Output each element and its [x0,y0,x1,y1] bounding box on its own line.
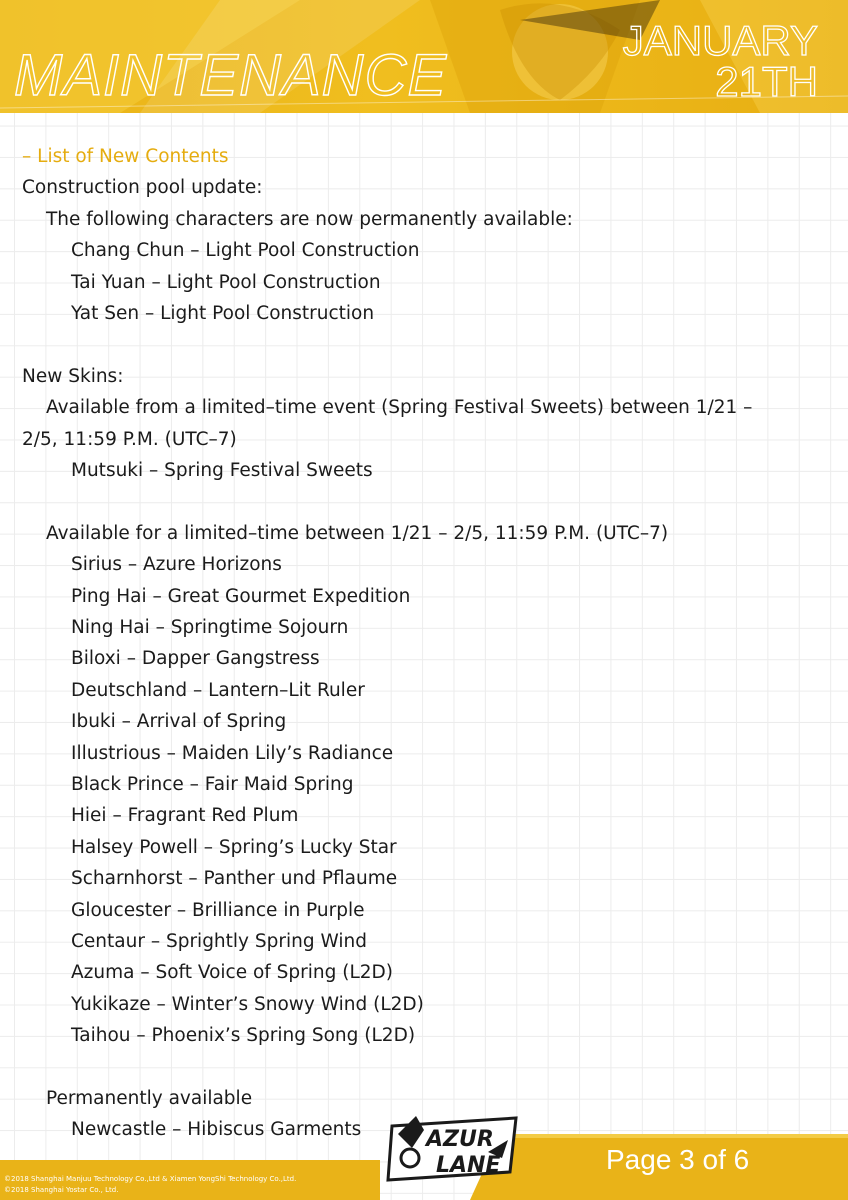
banner-date-month: JANUARY [622,17,818,64]
logo-text-azur: AZUR [426,1127,494,1152]
list-item: Halsey Powell – Spring’s Lucky Star [71,836,397,858]
list-item: Ning Hai – Springtime Sojourn [71,617,349,638]
list-item: Scharnhorst – Panther und Pflaume [71,868,398,890]
logo-text-lane: LANE [436,1153,501,1178]
banner-date [622,17,818,105]
list-item: Black Prince – Fair Maid Spring [71,774,354,795]
copyright-line-1: ©2018 Shanghai Manjuu Technology Co.,Ltd & Xiamen YongShi Technology Co.,Ltd. [4,1175,297,1183]
list-item: Taihou – Phoenix’s Spring Song (L2D) [71,1025,416,1047]
list-item: Yat Sen – Light Pool Construction [71,303,375,324]
event-line-1: Available from a limited–time event (Spring Festival Sweets) between 1/21 – [46,397,753,419]
banner-title: MAINTENANCE [14,43,448,108]
list-item: Hiei – Fragrant Red Plum [71,805,299,827]
list-item: Biloxi – Dapper Gangstress [71,648,320,670]
header-banner [0,0,848,113]
list-item: Deutschland – Lantern–Lit Ruler [71,679,365,701]
limited-intro: Available for a limited–time between 1/21 – 2/5, 11:59 P.M. (UTC–7) [46,522,669,544]
construction-heading: Construction pool update: [22,177,263,199]
list-item: Gloucester – Brilliance in Purple [71,899,365,921]
list-item: Mutsuki – Spring Festival Sweets [71,460,373,481]
list-item: Illustrious – Maiden Lily’s Radiance [71,742,394,764]
permanent-intro: Permanently available [46,1088,253,1109]
list-item: Tai Yuan – Light Pool Construction [71,271,381,293]
list-item: Yukikaze – Winter’s Snowy Wind (L2D) [71,993,424,1015]
section-title: – List of New Contents [22,146,229,167]
page-number: Page 3 of 6 [606,1144,750,1175]
list-item: Newcastle – Hibiscus Garments [71,1119,362,1141]
banner-date-day: 21TH [715,58,818,105]
list-item: Sirius – Azure Horizons [71,554,282,576]
list-item: Ping Hai – Great Gourmet Expedition [71,585,411,607]
event-line-2: 2/5, 11:59 P.M. (UTC–7) [22,428,237,450]
construction-intro: The following characters are now permanently available: [46,208,573,230]
list-item: Centaur – Sprightly Spring Wind [71,931,367,952]
copyright-line-2: ©2018 Shanghai Yostar Co., Ltd. [4,1186,119,1194]
list-item: Azuma – Soft Voice of Spring (L2D) [71,962,394,984]
copyright [4,1174,296,1196]
list-item: Chang Chun – Light Pool Construction [71,240,420,262]
azur-lane-logo [384,1112,524,1186]
list-item: Ibuki – Arrival of Spring [71,711,287,733]
skins-heading: New Skins: [22,365,124,387]
